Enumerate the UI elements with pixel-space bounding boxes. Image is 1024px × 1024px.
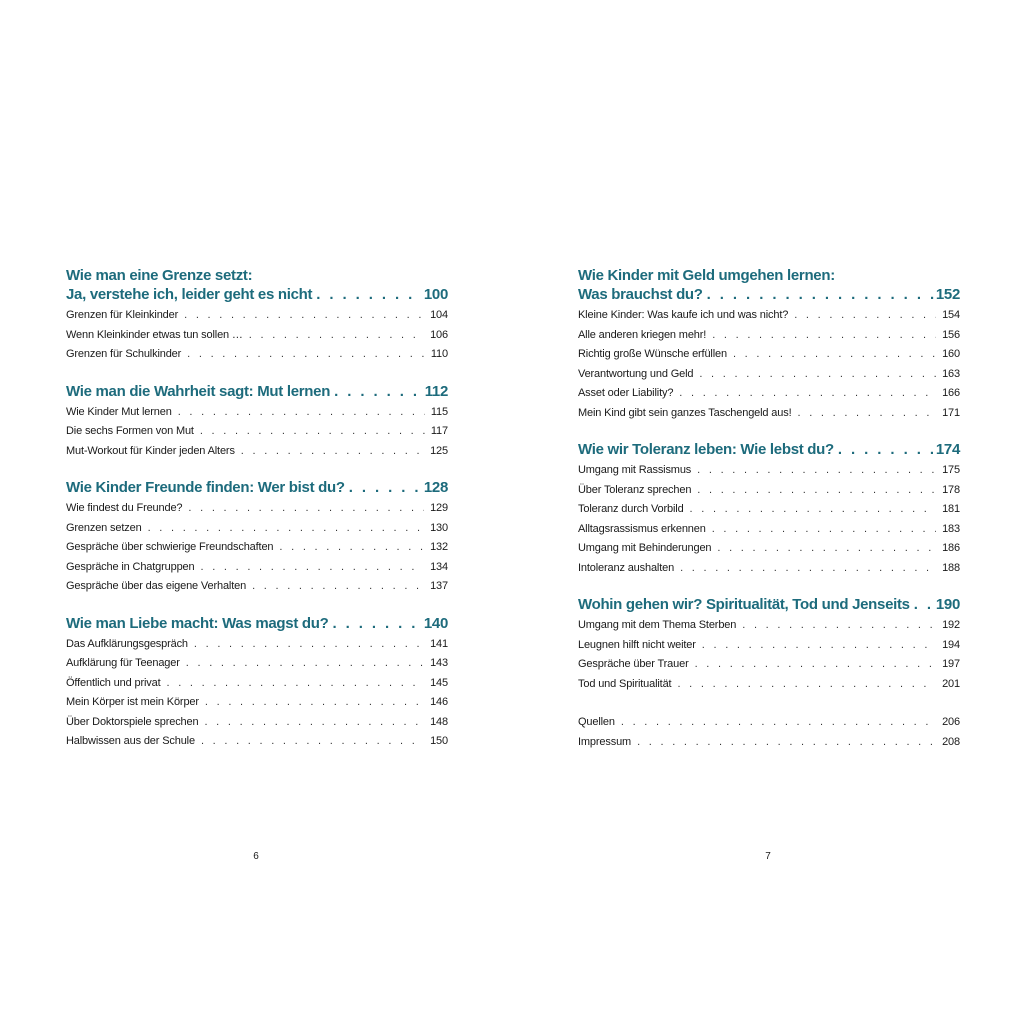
entry-page-number: 110	[430, 348, 448, 360]
chapter-heading[interactable]	[66, 478, 448, 497]
entry-page-number: 181	[942, 503, 960, 515]
dot-leader	[690, 500, 937, 520]
entry-title: Grenzen für Kleinkinder	[66, 309, 179, 321]
chapter-section	[66, 382, 448, 462]
dot-leader	[914, 595, 934, 614]
entry-title: Umgang mit Rassismus	[578, 464, 692, 476]
entry-page-number: 160	[942, 348, 960, 360]
chapter-section	[66, 478, 448, 597]
chapter-page-number: 112	[424, 382, 448, 400]
chapter-entries	[578, 461, 960, 578]
chapter-section	[66, 266, 448, 365]
dot-leader	[188, 499, 424, 519]
entry-title: Aufklärung für Teenager	[66, 657, 180, 669]
dot-leader	[205, 693, 424, 713]
entry-page-number: 146	[430, 696, 448, 708]
toc-entry[interactable]	[66, 326, 448, 346]
dot-leader	[679, 384, 936, 404]
chapter-section	[578, 266, 960, 423]
entry-title: Toleranz durch Vorbild	[578, 503, 684, 515]
entry-page-number: 129	[430, 502, 448, 514]
chapter-heading[interactable]	[578, 285, 960, 304]
dot-leader	[200, 422, 425, 442]
entry-page-number: 208	[942, 735, 960, 748]
toc-entry[interactable]	[66, 635, 448, 655]
entry-page-number: 178	[942, 483, 960, 496]
entry-page-number: 188	[942, 561, 960, 574]
entry-title: Tod und Spiritualität	[578, 677, 672, 690]
dot-leader	[838, 440, 934, 459]
dot-leader	[717, 539, 936, 559]
dot-leader	[712, 520, 936, 540]
dot-leader	[697, 461, 936, 481]
toc-entry[interactable]	[578, 384, 960, 404]
toc-entry[interactable]	[578, 733, 960, 753]
dot-leader	[187, 345, 425, 365]
entry-title: Gespräche in Chatgruppen	[66, 560, 195, 573]
entry-title: Wie Kinder Mut lernen	[66, 405, 172, 418]
dot-leader	[204, 713, 424, 733]
entry-page-number: 141	[430, 637, 448, 650]
page-number: 6	[253, 851, 259, 862]
dot-leader	[637, 733, 936, 753]
entry-title: Wie findest du Freunde?	[66, 502, 183, 514]
toc-entry[interactable]	[66, 519, 448, 539]
chapter-heading[interactable]	[578, 595, 960, 614]
dot-leader	[742, 616, 936, 636]
toc-entry[interactable]	[578, 616, 960, 636]
dot-leader	[186, 654, 424, 674]
chapter-heading[interactable]	[578, 440, 960, 459]
dot-leader	[148, 519, 425, 539]
entry-page-number: 194	[942, 638, 960, 651]
toc-entry[interactable]	[578, 404, 960, 424]
toc-entry[interactable]	[578, 675, 960, 695]
chapter-entries	[578, 306, 960, 423]
chapter-entries	[66, 306, 448, 365]
entry-page-number: 137	[430, 580, 448, 592]
entry-title: Grenzen für Schulkinder	[66, 348, 182, 360]
entry-title: Gespräche über Trauer	[578, 658, 689, 670]
chapter-page-number: 174	[935, 441, 960, 458]
chapter-heading[interactable]	[66, 382, 448, 401]
toc-entry[interactable]	[578, 306, 960, 326]
entry-title: Das Aufklärungsgespräch	[66, 637, 188, 650]
entry-title: Alltagsrassismus erkennen	[578, 522, 706, 535]
entry-title: Mein Kind gibt sein ganzes Taschengeld aus!	[578, 406, 792, 419]
table-of-contents	[66, 266, 448, 752]
entry-title: Mein Körper ist mein Körper	[66, 696, 199, 708]
dot-leader	[252, 577, 424, 597]
dot-leader	[333, 614, 422, 633]
chapter-section	[66, 614, 448, 752]
dot-leader	[201, 558, 425, 578]
chapter-title: Wohin gehen wir? Spiritualität, Tod und Jenseits	[578, 596, 910, 613]
back-matter	[578, 713, 960, 752]
toc-entry[interactable]	[578, 539, 960, 559]
entry-page-number: 134	[430, 560, 448, 573]
chapter-page-number: 140	[423, 614, 448, 632]
chapter-title-line: Wie man eine Grenze setzt:	[66, 267, 253, 284]
chapter-title: Was brauchst du?	[578, 286, 703, 303]
dot-leader	[794, 306, 936, 326]
page-number: 7	[765, 851, 771, 862]
entry-title: Umgang mit dem Thema Sterben	[578, 619, 737, 631]
entry-title: Gespräche über schwierige Freundschaften	[66, 541, 274, 553]
chapter-title: Wie Kinder Freunde finden: Wer bist du?	[66, 479, 345, 496]
entry-page-number: 171	[942, 406, 960, 419]
chapter-title: Ja, verstehe ich, leider geht es nicht	[66, 286, 313, 303]
dot-leader	[184, 306, 424, 326]
entry-page-number: 156	[942, 328, 960, 341]
entry-title: Wenn Kleinkinder etwas tun sollen …	[66, 328, 243, 341]
entry-title: Halbwissen aus der Schule	[66, 735, 195, 747]
entry-page-number: 163	[942, 367, 960, 380]
entry-page-number: 143	[430, 657, 448, 669]
entry-page-number: 115	[430, 405, 448, 418]
toc-entry[interactable]	[66, 693, 448, 713]
chapter-page-number: 100	[423, 286, 448, 303]
entry-page-number: 125	[430, 444, 448, 457]
chapter-title: Wie man die Wahrheit sagt: Mut lernen	[66, 382, 331, 400]
entry-page-number: 145	[430, 676, 448, 689]
entry-title: Quellen	[578, 716, 615, 728]
entry-page-number: 104	[430, 309, 448, 321]
dot-leader	[349, 478, 422, 497]
chapter-section	[578, 595, 960, 694]
toc-entry[interactable]	[66, 538, 448, 558]
dot-leader	[695, 655, 937, 675]
dot-leader	[702, 636, 936, 656]
dot-leader	[241, 442, 424, 462]
dot-leader	[334, 382, 423, 401]
entry-title: Alle anderen kriegen mehr!	[578, 328, 707, 341]
toc-entry[interactable]	[66, 732, 448, 752]
entry-page-number: 201	[942, 677, 960, 690]
table-of-contents	[578, 266, 960, 752]
dot-leader	[316, 285, 422, 304]
chapter-entries	[578, 616, 960, 694]
toc-entry[interactable]	[66, 654, 448, 674]
entry-title: Richtig große Wünsche erfüllen	[578, 348, 727, 360]
dot-leader	[166, 674, 424, 694]
entry-title: Impressum	[578, 735, 632, 748]
dot-leader	[680, 559, 936, 579]
entry-page-number: 175	[942, 464, 960, 476]
toc-entry[interactable]	[578, 655, 960, 675]
entry-title: Leugnen hilft nicht weiter	[578, 638, 696, 651]
entry-title: Asset oder Liability?	[578, 387, 674, 399]
entry-title: Über Toleranz sprechen	[578, 483, 692, 496]
dot-leader	[194, 635, 424, 655]
dot-leader	[677, 675, 936, 695]
toc-entry[interactable]	[66, 422, 448, 442]
toc-entry[interactable]	[66, 345, 448, 365]
chapter-heading[interactable]	[66, 614, 448, 633]
entry-page-number: 130	[430, 521, 448, 534]
toc-entry[interactable]	[578, 559, 960, 579]
chapter-entries	[66, 403, 448, 462]
entry-title: Öffentlich und privat	[66, 676, 161, 689]
toc-entry[interactable]	[66, 403, 448, 423]
dot-leader	[697, 481, 936, 501]
toc-entry[interactable]	[66, 674, 448, 694]
entry-title: Verantwortung und Geld	[578, 367, 694, 380]
right-page	[512, 0, 1024, 1024]
chapter-entries	[66, 499, 448, 597]
toc-entry[interactable]	[66, 577, 448, 597]
entry-page-number: 197	[942, 658, 960, 670]
dot-leader	[621, 713, 936, 733]
entry-page-number: 183	[942, 522, 960, 535]
entry-title: Kleine Kinder: Was kaufe ich und was nicht?	[578, 309, 789, 321]
dot-leader	[279, 538, 424, 558]
dot-leader	[798, 404, 937, 424]
entry-page-number: 154	[942, 309, 960, 321]
entry-title: Umgang mit Behinderungen	[578, 542, 712, 554]
toc-entry[interactable]	[578, 713, 960, 733]
chapter-page-number: 190	[935, 596, 960, 613]
dot-leader	[201, 732, 424, 752]
entry-page-number: 132	[430, 541, 448, 553]
entry-page-number: 106	[430, 328, 448, 341]
toc-entry[interactable]	[66, 499, 448, 519]
entry-page-number: 206	[942, 716, 960, 728]
toc-entry[interactable]	[578, 636, 960, 656]
dot-leader	[707, 285, 934, 304]
dot-leader	[712, 326, 936, 346]
dot-leader	[699, 365, 936, 385]
entry-title: Die sechs Formen von Mut	[66, 425, 194, 437]
toc-entry[interactable]	[578, 520, 960, 540]
chapter-title-line: Wie Kinder mit Geld umgehen lernen:	[578, 267, 835, 284]
chapter-title: Wie man Liebe macht: Was magst du?	[66, 614, 329, 632]
toc-entry[interactable]	[66, 306, 448, 326]
chapter-entries	[66, 635, 448, 752]
entry-page-number: 186	[942, 542, 960, 554]
dot-leader	[178, 403, 425, 423]
chapter-page-number: 128	[423, 479, 448, 496]
chapter-heading[interactable]	[66, 285, 448, 304]
toc-entry[interactable]	[578, 345, 960, 365]
toc-entry[interactable]	[66, 558, 448, 578]
entry-page-number: 166	[942, 387, 960, 399]
chapter-title: Wie wir Toleranz leben: Wie lebst du?	[578, 441, 834, 458]
toc-entry[interactable]	[66, 713, 448, 733]
chapter-page-number: 152	[935, 286, 960, 303]
dot-leader	[733, 345, 936, 365]
entry-title: Gespräche über das eigene Verhalten	[66, 580, 247, 592]
entry-page-number: 192	[942, 619, 960, 631]
toc-entry[interactable]	[578, 500, 960, 520]
toc-entry[interactable]	[578, 481, 960, 501]
entry-page-number: 150	[430, 735, 448, 747]
entry-page-number: 117	[430, 425, 448, 437]
chapter-section	[578, 440, 960, 578]
toc-entry[interactable]	[578, 461, 960, 481]
entry-page-number: 148	[430, 715, 448, 728]
toc-entry[interactable]	[66, 442, 448, 462]
entry-title: Mut-Workout für Kinder jeden Alters	[66, 444, 235, 457]
toc-entry[interactable]	[578, 365, 960, 385]
entry-title: Intoleranz aushalten	[578, 561, 675, 574]
dot-leader	[249, 326, 424, 346]
entry-title: Über Doktorspiele sprechen	[66, 715, 199, 728]
toc-entry[interactable]	[578, 326, 960, 346]
entry-title: Grenzen setzen	[66, 521, 142, 534]
